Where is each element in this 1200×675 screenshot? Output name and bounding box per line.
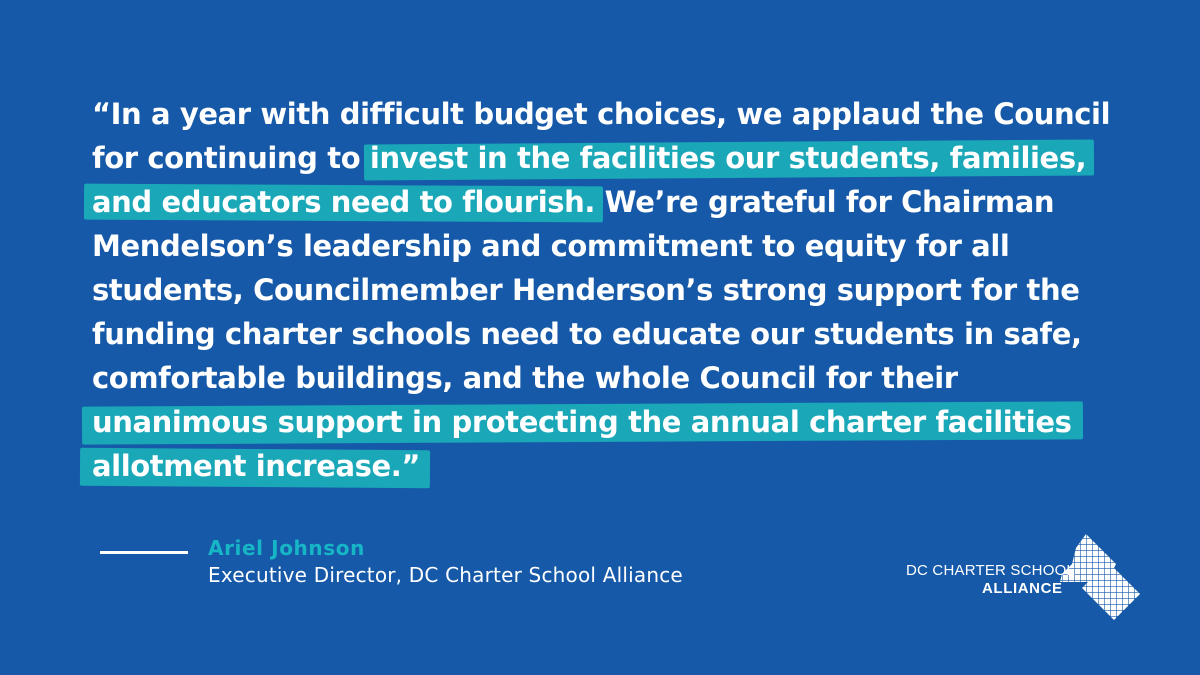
quote-line <box>92 444 1152 488</box>
quote-highlight: unanimous support in protecting the annual charter facilities <box>92 400 1071 444</box>
quote-line <box>92 268 1152 312</box>
quote-line <box>92 224 1152 268</box>
speaker-name: Ariel Johnson <box>208 536 365 560</box>
quote-line <box>92 356 1152 400</box>
quote-text <box>92 92 1152 488</box>
logo-line2: ALLIANCE <box>982 580 1063 597</box>
quote-line <box>92 136 1152 180</box>
logo-line1: DC CHARTER SCHOOL <box>906 562 1075 579</box>
quote-line-text: for continuing to <box>92 141 370 175</box>
quote-highlight: invest in the facilities our students, families, <box>370 136 1086 180</box>
quote-highlight: and educators need to flourish. <box>92 180 595 224</box>
quote-line <box>92 400 1152 444</box>
quote-line <box>92 312 1152 356</box>
quote-line-text: funding charter schools need to educate our students in safe, <box>92 317 1082 351</box>
quote-highlight: allotment increase.” <box>92 444 420 488</box>
attribution-dash <box>100 551 188 554</box>
quote-line <box>92 92 1152 136</box>
quote-line-text: comfortable buildings, and the whole Council for their <box>92 361 958 395</box>
quote-line-text: We’re grateful for Chairman <box>594 185 1055 219</box>
quote-line <box>92 180 1152 224</box>
quote-line-text: students, Councilmember Henderson’s strong support for the <box>92 273 1080 307</box>
speaker-title: Executive Director, DC Charter School Alliance <box>208 563 683 587</box>
quote-line-text: Mendelson’s leadership and commitment to equity for all <box>92 229 1010 263</box>
alliance-logo <box>906 528 1142 624</box>
quote-line-text: “In a year with difficult budget choices, we applaud the Council <box>92 97 1111 131</box>
